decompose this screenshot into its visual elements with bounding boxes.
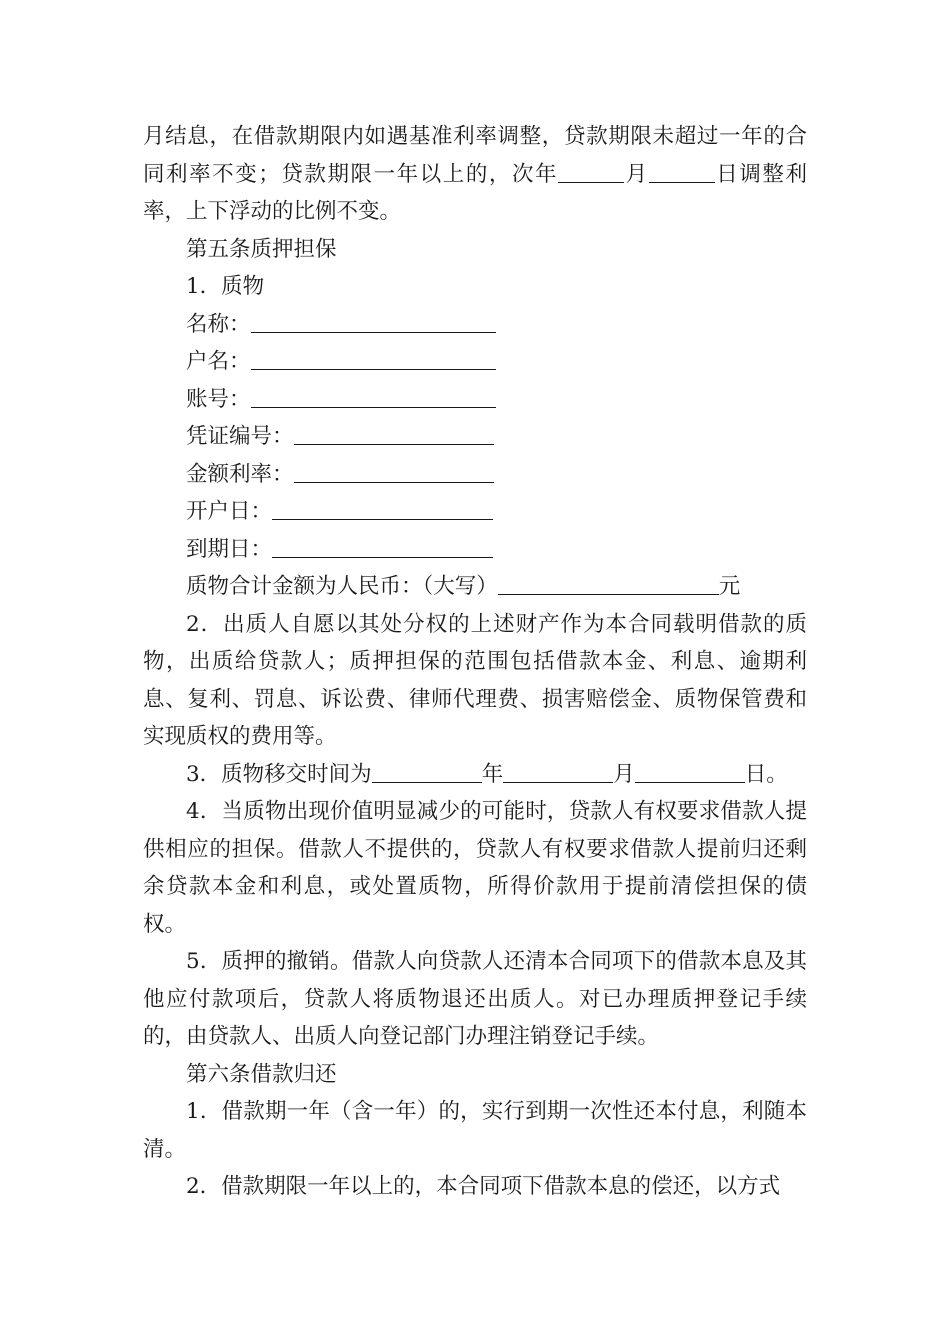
blank-transfer-day [635,760,745,783]
paragraph-interest-rate [143,118,807,231]
total-amount-suffix: 元 [718,574,741,599]
field-cert-no-blank [294,422,494,445]
item-3-day: 日。 [744,761,788,787]
item-3-prefix: 3．质物移交时间为 [186,761,372,787]
field-account-no-label: 账号： [186,386,251,412]
interest-rate-tail: 日调整利率，上下浮动的比例不变。 [143,161,807,224]
article-5-heading: 第五条质押担保 [186,236,337,262]
blank-day [649,160,715,183]
field-due-date-blank [272,535,493,558]
field-name [143,306,807,344]
item-3-year: 年 [481,761,504,787]
field-open-date-blank [272,497,493,520]
field-amount-rate [143,456,807,494]
total-amount-prefix: 质物合计金额为人民币：（大写） [186,574,498,599]
blank-transfer-year [372,760,482,783]
field-account-name-label: 户名： [186,349,251,374]
article-5-item-3 [143,756,807,794]
interest-rate-text: 月结息，在借款期限内如遇基准利率调整，贷款期限未超过一年的合同利率不变；贷款期限一年以上的，次年 [143,124,807,187]
blank-month [558,160,624,183]
field-amount-rate-blank [294,460,494,483]
field-account-no [143,381,807,419]
field-name-blank [251,310,496,333]
field-open-date-label: 开户日： [186,499,273,524]
field-cert-no [143,418,807,456]
field-account-name [143,343,807,381]
field-account-name-blank [251,347,496,370]
total-amount-line [143,568,807,606]
article-6-heading: 第六条借款归还 [186,1061,337,1087]
field-cert-no-label: 凭证编号： [186,424,294,449]
article-5-item-4: 4．当质物出现价值明显减少的可能时，贷款人有权要求借款人提供相应的担保。借款人不提供的，贷款人有权要求借款人提前归还剩余贷款本金和利息，或处置质物，所得价款用于提前清偿担保的债权。 [143,799,807,937]
blank-transfer-month [503,760,613,783]
interest-rate-month: 月 [624,161,649,187]
article-6-item-1: 1．借款期一年（含一年）的，实行到期一次性还本付息，利随本清。 [143,1099,807,1162]
field-amount-rate-label: 金额利率： [186,461,294,487]
item-3-month: 月 [613,761,635,787]
total-amount-blank [498,572,719,595]
field-account-no-blank [251,385,496,408]
field-due-date [143,531,807,569]
field-name-label: 名称： [186,311,251,337]
field-due-date-label: 到期日： [186,536,273,562]
document-body [143,118,807,1206]
article-5-item-5: 5．质押的撤销。借款人向贷款人还清本合同项下的借款本息及其他应付款项后，贷款人将质物退还出质人。对已办理质押登记手续的，由贷款人、出质人向登记部门办理注销登记手续。 [143,949,807,1049]
article-5-item-2: 2．出质人自愿以其处分权的上述财产作为本合同载明借款的质物，出质给贷款人；质押担保的范围包括借款本金、利息、逾期利息、复利、罚息、诉讼费、律师代理费、损害赔偿金、质物保管费和实现质权的费用等。 [143,611,807,749]
article-5-item-1: 1．质物 [186,274,265,299]
article-6-item-2: 2．借款期限一年以上的，本合同项下借款本息的偿还，以方式 [186,1174,781,1199]
field-open-date [143,493,807,531]
